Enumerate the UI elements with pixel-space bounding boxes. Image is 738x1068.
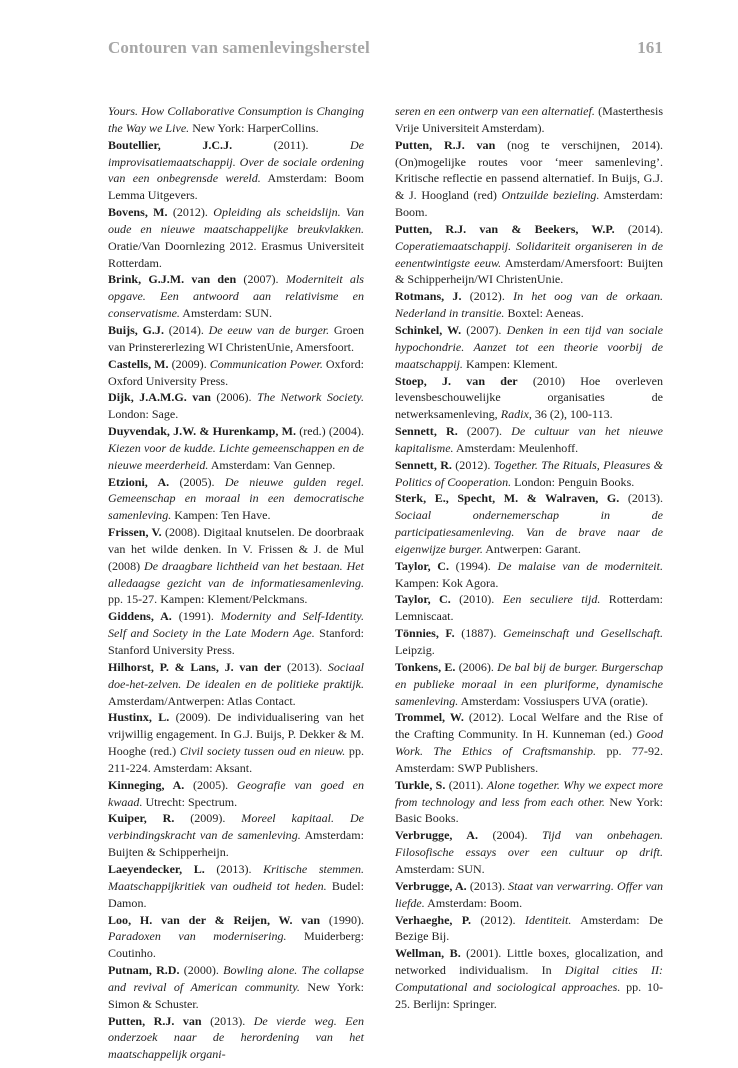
entry-publication: Local Welfare and the Rise of the Crafting Community. In H. Kunneman (ed.) [395, 710, 663, 742]
entry-author: Kinneging, A. [108, 777, 185, 792]
entry-author: Boutellier, J.C.J. [108, 137, 233, 152]
entry-author: Hustinx, L. [108, 710, 170, 725]
entry-publication: Amsterdam: Boom. [424, 895, 523, 910]
entry-year: (2012). [167, 205, 214, 220]
entry-title: Kritische stemmen. Maatschappijkritiek van oudheid tot heden. [108, 861, 364, 893]
bibliography-entry [108, 271, 364, 322]
entry-publication: Groen van Prinstererlezing WI ChristenUnie, Amersfoort. [108, 322, 365, 354]
bibliography-entry [108, 389, 364, 423]
entry-publication: Leipzig. [395, 643, 435, 657]
entry-author: Turkle, S. [395, 777, 446, 792]
entry-title: The Network Society. [257, 390, 365, 405]
entry-year: (2011). [445, 777, 487, 792]
entry-author: Putnam, R.D. [108, 963, 180, 978]
entry-publication: pp. 211-224. Amsterdam: Aksant. [108, 744, 364, 775]
entry-publication: London: Penguin Books. [511, 474, 635, 489]
entry-author: Verbrugge, A. [395, 828, 478, 843]
bibliography-entry [108, 204, 364, 271]
entry-publication: Oratie/Van Doornlezing 2012. Erasmus Universiteit Rotterdam. [108, 238, 364, 270]
bibliography-entry [395, 457, 663, 491]
entry-publication: (Masterthesis Vrije Universiteit Amsterdam). [395, 104, 664, 135]
entry-year: (2004). [477, 828, 543, 843]
entry-title: Opleiding als scheidslijn. Van oude en nieuwe maatschappelijke breukvlakken. [108, 205, 364, 236]
entry-year: (2009). [168, 356, 210, 371]
entry-author: Etzioni, A. [108, 474, 170, 489]
entry-title: De eeuw van de burger. [208, 322, 330, 337]
bibliography-left-column [108, 103, 364, 1063]
entry-title: Ontzuilde bezieling. [501, 188, 600, 203]
entry-publication: Amsterdam: SUN. [179, 306, 272, 321]
bibliography-entry [395, 777, 663, 828]
entry-title: Denken in een tijd van sociale hypochondrie. Aanzet tot een theorie voorbij de maatschappij. [395, 322, 663, 371]
entry-publication: Amsterdam: De Bezige Bij. [395, 912, 664, 944]
entry-author: Trommel, W. [395, 710, 464, 725]
bibliography-entry [108, 810, 364, 861]
entry-year: (2014). [614, 221, 663, 236]
entry-title: Digital cities II: Computational and sociological approaches. [395, 963, 663, 994]
entry-year: (2009). [174, 811, 242, 826]
entry-title: seren en een ontwerp van een alternatief. [395, 104, 595, 118]
bibliography-entry [395, 912, 663, 946]
entry-author: Frissen, V. [108, 525, 162, 540]
entry-author: Tonkens, E. [395, 659, 456, 674]
entry-author: Schinkel, W. [395, 322, 462, 337]
entry-title: Staat van verwarring. Offer van liefde. [395, 878, 663, 910]
entry-publication: Utrecht: Spectrum. [142, 794, 238, 809]
bibliography-entry [395, 558, 663, 592]
entry-title: Sociaal doe-het-zelven. De idealen en de politieke praktijk. [108, 659, 364, 691]
entry-year: (2011). [232, 137, 350, 152]
entry-title: Radix [500, 407, 529, 422]
entry-year: (2010) [517, 373, 581, 388]
entry-title: Coperatiemaatschappij. Solidariteit organiseren in de eenentwintigste eeuw. [395, 238, 663, 270]
bibliography-entry [108, 103, 364, 137]
running-header [108, 38, 663, 60]
entry-author: Bovens, M. [108, 205, 168, 220]
entry-publication: Stanford: Stanford University Press. [108, 626, 364, 657]
entry-publication: Kampen: Klement. [462, 356, 558, 371]
bibliography-entry [108, 1013, 364, 1064]
entry-title: De cultuur van het nieuwe kapitalisme. [395, 424, 663, 455]
entry-year: (2012). [463, 710, 510, 725]
entry-publication: Amsterdam/Amersfoort: Buijten & Schipperheijn/WI ChristenUnie. [395, 255, 663, 287]
bibliography-entry [395, 878, 663, 912]
bibliography-entry [108, 962, 364, 1013]
entry-year: (2012). [471, 912, 525, 927]
entry-year: (2013). [281, 659, 328, 674]
entry-publication: (On)mogelijke routes voor ‘meer samenleving’. Kritische reflectie en passend alternatief. In Buijs, G.J. & J. Hoogland (red) [395, 154, 663, 203]
entry-title: Moderniteit als opgave. Een antwoord aan relativisme en conservatisme. [108, 272, 364, 321]
entry-publication: Boxtel: Aeneas. [504, 306, 584, 321]
entry-author: Duyvendak, J.W. & Hurenkamp, M. [108, 424, 296, 439]
entry-year: (1994). [448, 558, 498, 573]
bibliography-entry [395, 423, 663, 457]
entry-year: (1990). [320, 912, 365, 927]
entry-title: Tijd van onbehagen. Filosofische essays over een cultuur op drift. [395, 828, 664, 860]
entry-author: Giddens, A. [108, 609, 172, 624]
entry-year: (2012). [461, 289, 514, 304]
entry-publication: Amsterdam: Van Gennep. [208, 457, 336, 472]
entry-publication: Amsterdam: Boom. [395, 188, 663, 220]
entry-title: Yours. How Collaborative Consumption is Changing the Way we Live. [108, 104, 364, 135]
bibliography-entry [395, 373, 663, 424]
entry-author: Taylor, C. [395, 592, 451, 607]
entry-title: Geografie van goed en kwaad. [108, 777, 364, 809]
entry-year: (2014). [163, 322, 209, 337]
entry-publication: Rotterdam: Lemniscaat. [395, 592, 663, 624]
bibliography-entry [108, 659, 364, 710]
bibliography-entry [395, 625, 663, 659]
entry-publication: Hoe overleven levensbeschouwelijke organisaties de netwerksamenleving, [395, 373, 663, 422]
entry-year: (red.) (2004). [295, 424, 364, 439]
entry-year: (2006). [455, 659, 498, 674]
entry-title: Sociaal ondernemerschap in de participatiesamenleving. Van de brave naar de eigenwijze burger. [395, 508, 663, 556]
entry-title: Together. The Rituals, Pleasures & Politics of Cooperation. [395, 457, 663, 489]
entry-publication: London: Sage. [108, 407, 179, 422]
entry-title: Modernity and Self-Identity. Self and Society in the Late Modern Age. [108, 609, 364, 641]
entry-year: (2007). [457, 424, 512, 439]
entry-title: De vierde weg. Een onderzoek naar de herordening van het maatschappelijk organi- [108, 1013, 364, 1062]
entry-author: Kuiper, R. [108, 811, 175, 826]
entry-author: Putten, R.J. van [395, 137, 496, 152]
entry-author: Loo, H. van der & Reijen, W. van [108, 912, 321, 927]
entry-title: De bal bij de burger. Burgerschap en publieke moraal in een pluriforme, dynamische samenleving. [395, 659, 663, 708]
entry-year: (2013). [466, 878, 509, 893]
bibliography-entry [395, 103, 663, 137]
entry-publication: Kampen: Kok Agora. [395, 575, 499, 590]
entry-author: Dijk, J.A.M.G. van [108, 390, 211, 405]
entry-author: Rotmans, J. [395, 289, 462, 304]
entry-publication: New York: Basic Books. [395, 794, 663, 826]
entry-author: Sennett, R. [395, 457, 452, 472]
bibliography-entry [108, 608, 364, 659]
entry-publication: Amsterdam: SUN. [395, 861, 485, 876]
entry-author: Stoep, J. van der [395, 373, 518, 388]
entry-author: Verhaeghe, P. [395, 912, 472, 927]
entry-publication: pp. 10-25. Berlijn: Springer. [395, 979, 664, 1011]
entry-title: De nieuwe gulden regel. Gemeenschap en moraal in een democratische samenleving. [108, 474, 364, 523]
entry-title: Een seculiere tijd. [502, 592, 601, 607]
entry-title: Kiezen voor de kudde. Lichte gemeenschappen en de nieuwe meerderheid. [108, 440, 364, 472]
bibliography-entry [395, 659, 663, 710]
entry-year: (2013). [204, 861, 264, 876]
entry-title: Communication Power. [209, 356, 323, 371]
bibliography-entry [108, 777, 364, 811]
entry-title: Alone together. Why we expect more from technology and less from each other. [395, 777, 663, 809]
entry-publication: Little boxes, glocalization, and networked individualism. In [395, 946, 663, 978]
entry-publication: Amsterdam: Vossiuspers UVA (oratie). [458, 693, 648, 708]
entry-year: (2013). [619, 491, 663, 506]
bibliography-entry [108, 474, 364, 525]
bibliography-entry [108, 137, 364, 204]
bibliography-entry [108, 524, 364, 608]
entry-title: Good Work. The Ethics of Craftsmanship. [395, 727, 663, 759]
entry-author: Sennett, R. [395, 424, 458, 439]
bibliography-entry [395, 288, 663, 322]
bibliography-entry [395, 709, 663, 776]
entry-author: Castells, M. [108, 356, 169, 371]
entry-author: Taylor, C. [395, 558, 449, 573]
entry-author: Laeyendecker, L. [108, 861, 205, 876]
entry-publication: New York: Simon & Schuster. [108, 979, 364, 1011]
entry-author: Wellman, B. [395, 946, 461, 961]
bibliography-entry [395, 945, 663, 1012]
entry-year: (2000). [179, 963, 224, 978]
entry-title: De draagbare lichtheid van het bestaan. Het alledaagse gezicht van de informatiesamenleving. [108, 558, 364, 590]
entry-year: (2009). [169, 710, 218, 725]
entry-year: (2013). [201, 1013, 254, 1028]
entry-publication: Amsterdam/Antwerpen: Atlas Contact. [108, 693, 296, 708]
bibliography-entry [108, 861, 364, 912]
entry-title: Moreel kapitaal. De verbindingskracht van de samenleving. [108, 811, 364, 843]
entry-author: Verbrugge, A. [395, 878, 467, 893]
entry-title: Civil society tussen oud en nieuw. [179, 744, 346, 759]
entry-publication: Muiderberg: Coutinho. [108, 929, 365, 961]
entry-author: Buijs, G.J. [108, 322, 164, 337]
entry-title: De malaise van de moderniteit. [497, 558, 663, 573]
entry-publication: Amsterdam: Buijten & Schipperheijn. [108, 828, 365, 860]
entry-author: Putten, R.J. van [108, 1013, 202, 1028]
bibliography-entry [395, 490, 663, 557]
entry-year: (2007). [236, 272, 286, 287]
bibliography-entry [395, 827, 663, 878]
entry-title: Identiteit. [524, 912, 572, 927]
entry-year: (2007). [461, 322, 507, 337]
entry-title: In het oog van de orkaan. Nederland in transitie. [395, 289, 663, 321]
entry-publication: De individualisering van het vrijwillig engagement. In G.J. Buijs, P. Dekker & M. Hooghe (red.) [108, 710, 364, 759]
entry-author: Tönnies, F. [395, 626, 455, 641]
entry-title: De improvisatiemaatschappij. Over de sociale ordening van een onbegrensde wereld. [108, 137, 364, 186]
entry-year: (2012). [451, 457, 494, 472]
bibliography-right-column [395, 103, 663, 1013]
bibliography-entry [108, 709, 364, 776]
bibliography-entry [108, 423, 364, 474]
bibliography-entry [395, 221, 663, 288]
entry-title: Gemeinschaft und Gesellschaft. [502, 626, 664, 641]
entry-author: Brink, G.J.M. van den [108, 272, 237, 287]
entry-year: (2005). [184, 777, 237, 792]
bibliography-entry [108, 912, 364, 963]
entry-year: (2005). [169, 474, 225, 489]
entry-publication: Oxford: Oxford University Press. [108, 356, 364, 388]
entry-year: (1991). [171, 609, 221, 624]
entry-year: (2008). [161, 525, 204, 540]
entry-year: (2010). [450, 592, 503, 607]
page-number: 161 [637, 38, 663, 57]
bibliography-entry [395, 591, 663, 625]
entry-publication: Amsterdam: Boom Lemma Uitgevers. [108, 171, 364, 203]
entry-publication: pp. 77-92. Amsterdam: SWP Publishers. [395, 744, 664, 775]
entry-publication: pp. 15-27. Kampen: Klement/Pelckmans. [108, 592, 308, 607]
entry-publication: Amsterdam: Meulenhoff. [453, 440, 579, 455]
entry-year: (1887). [454, 626, 503, 641]
entry-author: Hilhorst, P. & Lans, J. van der [108, 659, 282, 674]
entry-year: (2006). [210, 390, 258, 405]
entry-publication: Digitaal knutselen. De doorbraak van het wilde denken. In V. Frissen & J. de Mul (2008) [108, 525, 364, 573]
running-title: Contouren van samenlevingsherstel [108, 38, 370, 57]
entry-publication: Antwerpen: Garant. [482, 541, 581, 556]
entry-publication: Kampen: Ten Have. [171, 508, 271, 523]
bibliography-entry [108, 356, 364, 390]
entry-publication: Budel: Damon. [108, 878, 364, 910]
entry-publication: , 36 (2), 100-113. [528, 407, 613, 422]
entry-year: (2001). [460, 946, 507, 961]
entry-author: Putten, R.J. van & Beekers, W.P. [395, 221, 615, 236]
entry-title: Bowling alone. The collapse and revival of American community. [108, 963, 365, 994]
entry-author: Sterk, E., Specht, M. & Walraven, G. [395, 491, 620, 506]
bibliography-entry [395, 322, 663, 373]
entry-year: (nog te verschijnen, 2014). [495, 137, 663, 152]
entry-publication: New York: HarperCollins. [189, 120, 319, 135]
bibliography-entry [108, 322, 364, 356]
bibliography-entry [395, 137, 663, 221]
entry-title: Paradoxen van modernisering. [108, 929, 287, 944]
